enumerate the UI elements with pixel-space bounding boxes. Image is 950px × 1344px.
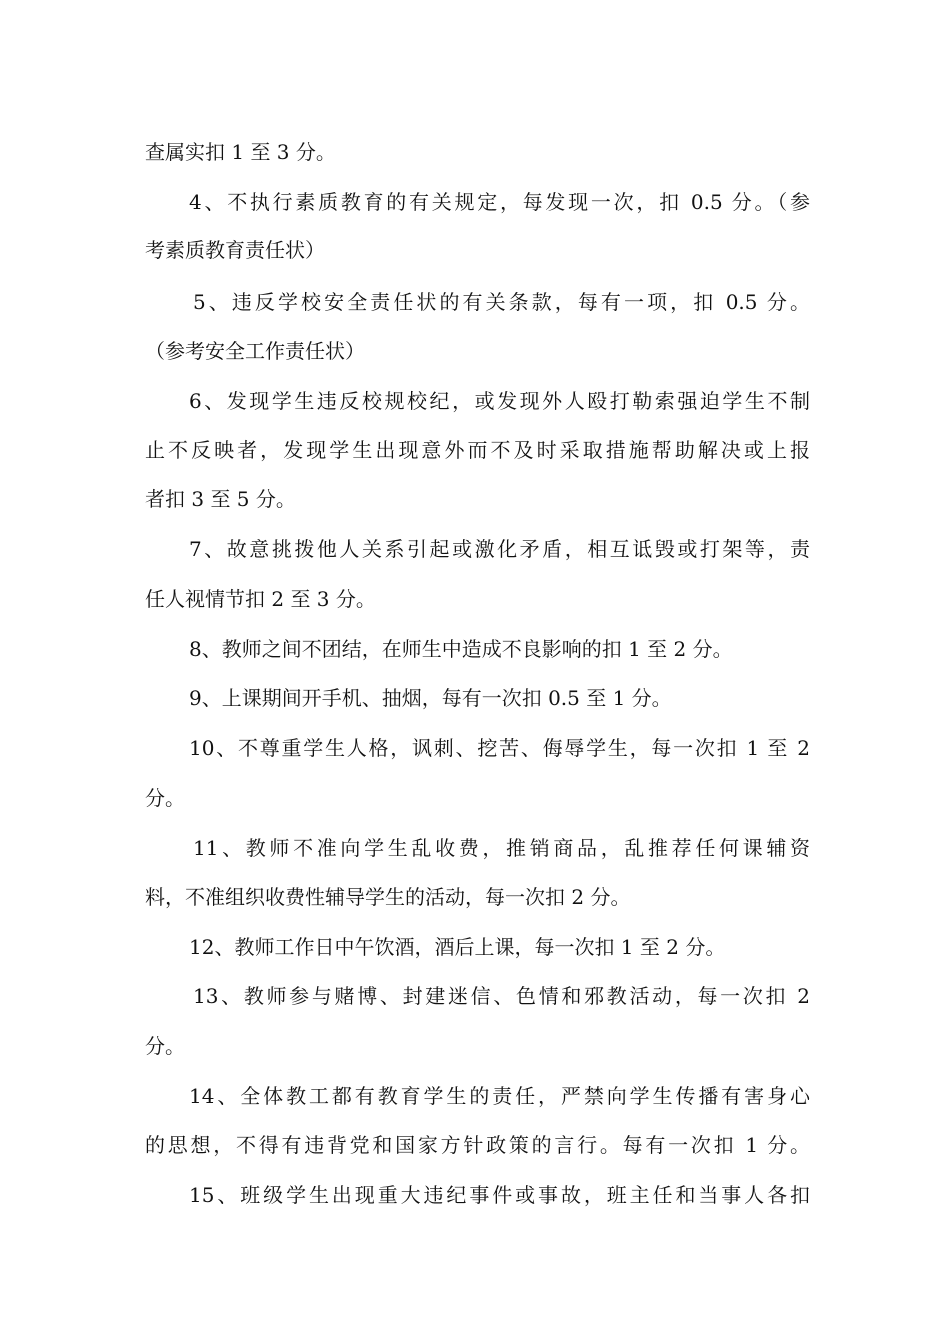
text-line: 9、上课期间开手机、抽烟，每有一次扣 0.5 至 1 分。 xyxy=(189,686,672,710)
text-line: 任人视情节扣 2 至 3 分。 xyxy=(145,587,376,611)
text-line: 查属实扣 1 至 3 分。 xyxy=(145,140,336,164)
text-line: 的思想，不得有违背党和国家方针政策的言行。每有一次扣 1 分。 xyxy=(145,1133,810,1157)
text-line: 考素质教育责任状） xyxy=(145,238,325,262)
text-line: 14、全体教工都有教育学生的责任，严禁向学生传播有害身心 xyxy=(189,1084,810,1108)
text-line: 15、班级学生出现重大违纪事件或事故，班主任和当事人各扣 xyxy=(189,1183,810,1207)
text-line: 12、教师工作日中午饮酒，酒后上课，每一次扣 1 至 2 分。 xyxy=(189,935,726,959)
text-line: 10、不尊重学生人格，讽刺、挖苦、侮辱学生，每一次扣 1 至 2 xyxy=(189,736,810,760)
text-line: 8、教师之间不团结，在师生中造成不良影响的扣 1 至 2 分。 xyxy=(189,637,733,661)
text-line: 分。 xyxy=(145,1034,185,1058)
text-line: 7、故意挑拨他人关系引起或激化矛盾，相互诋毁或打架等，责 xyxy=(189,537,810,561)
text-line: 分。 xyxy=(145,786,185,810)
text-line: 料，不准组织收费性辅导学生的活动，每一次扣 2 分。 xyxy=(145,885,631,909)
text-line: 6、发现学生违反校规校纪，或发现外人殴打勒索强迫学生不制 xyxy=(189,389,810,413)
text-line: 止不反映者，发现学生出现意外而不及时采取措施帮助解决或上报 xyxy=(145,438,810,462)
text-line: 5、违反学校安全责任状的有关条款，每有一项，扣 0.5 分。 xyxy=(193,290,810,314)
text-line: （参考安全工作责任状） xyxy=(145,339,365,363)
text-line: 者扣 3 至 5 分。 xyxy=(145,487,296,511)
text-line: 11、教师不准向学生乱收费，推销商品，乱推荐任何课辅资 xyxy=(193,836,810,860)
text-line: 4、不执行素质教育的有关规定，每发现一次，扣 0.5 分。（参 xyxy=(189,190,810,214)
text-line: 13、教师参与赌博、封建迷信、色情和邪教活动，每一次扣 2 xyxy=(193,984,810,1008)
